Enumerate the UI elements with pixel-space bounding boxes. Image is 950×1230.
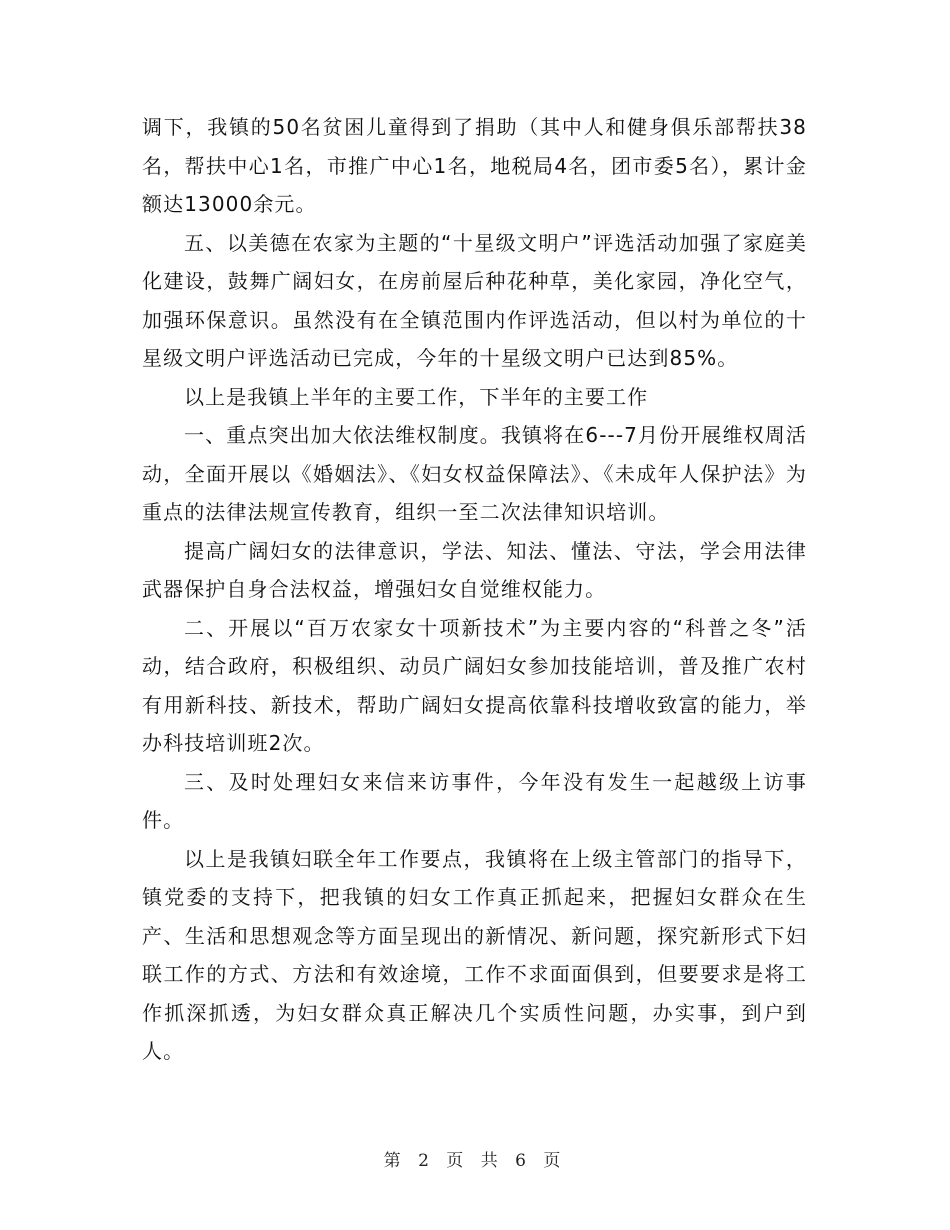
document-body [142, 108, 807, 1071]
paragraph-4: 一、重点突出加大依法维权制度。我镇将在6---7月份开展维权周活动，全面开展以《婚姻法》、《妇女权益保障法》、《未成年人保护法》为重点的法律法规宣传教育，组织一至二次法律知识培训。 [142, 423, 807, 524]
paragraph-8: 以上是我镇妇联全年工作要点，我镇将在上级主管部门的指导下，镇党委的支持下，把我镇的妇女工作真正抓起来，把握妇女群众在生产、生活和思想观念等方面呈现出的新情况、新问题，探究新形式下妇联工作的方式、方法和有效途境，工作不求面面俱到，但要要求是将工作抓深抓透，为妇女群众真正解决几个实质性问题，办实事，到户到人。 [142, 846, 807, 1063]
paragraph-3: 以上是我镇上半年的主要工作，下半年的主要工作 [184, 384, 649, 409]
paragraph-7: 三、及时处理妇女来信来访事件，今年没有发生一起越级上访事件。 [142, 769, 807, 832]
paragraph-1: 调下，我镇的50名贫困儿童得到了捐助（其中人和健身俱乐部帮扶38名，帮扶中心1名，市推广中心1名，地税局4名，团市委5名），累计金额达13000余元。 [142, 115, 807, 216]
paragraph-6: 二、开展以“百万农家女十项新技术”为主要内容的“科普之冬”活动，结合政府，积极组织、动员广阔妇女参加技能培训，普及推广农村有用新科技、新技术，帮助广阔妇女提高依靠科技增收致富的能力，举办科技培训班2次。 [142, 615, 807, 755]
paragraph-5: 提高广阔妇女的法律意识，学法、知法、懂法、守法，学会用法律武器保护自身合法权益，增强妇女自觉维权能力。 [142, 538, 807, 601]
paragraph-2: 五、以美德在农家为主题的“十星级文明户”评选活动加强了家庭美化建设，鼓舞广阔妇女，在房前屋后种花种草，美化家园，净化空气，加强环保意识。虽然没有在全镇范围内作评选活动，但以村为单位的十星级文明户评选活动已完成，今年的十星级文明户已达到85%。 [142, 230, 807, 370]
page-number-footer: 第 2 页 共 6 页 [383, 1151, 567, 1171]
